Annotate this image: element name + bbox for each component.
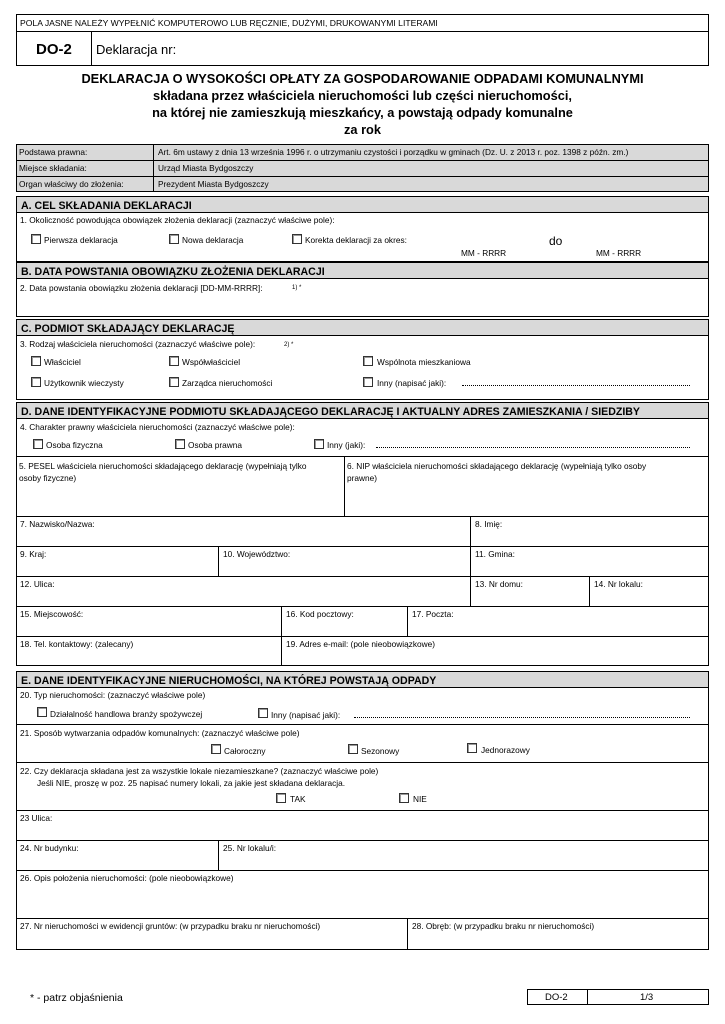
checkbox-perpetual-user[interactable] — [31, 377, 41, 387]
q9-label: 9. Kraj: — [20, 549, 47, 559]
form-title-line-4: za rok — [344, 122, 381, 137]
q18-label: 18. Tel. kontaktowy: (zalecany) — [20, 639, 134, 649]
q28-label: 28. Obręb: (w przypadku braku nr nieruchomości) — [412, 921, 595, 931]
precinct-field[interactable] — [411, 932, 705, 948]
form-title-line-3: na której nie zamieszkują mieszkańcy, a powstają odpady komunalne — [152, 105, 573, 120]
form-code: DO-2 — [36, 41, 72, 58]
section-b-header: B. DATA POWSTANIA OBOWIĄZKU ZŁOŻENIA DEKLARACJI — [16, 262, 709, 279]
label-food-retail: Działalność handlowa branży spożywczej — [50, 709, 203, 719]
footer-code: DO-2 — [545, 992, 568, 1003]
first-name-field[interactable] — [474, 530, 704, 544]
q20-label: 20. Typ nieruchomości: (zaznaczyć właściwe pole) — [20, 690, 206, 700]
property-location-description-field[interactable] — [20, 884, 705, 916]
label-other-legal-form: Inny (jaki): — [327, 440, 366, 450]
q6-label-1: 6. NIP właściciela nieruchomości składającego deklarację (wypełniają tylko osoby — [347, 461, 647, 471]
q12-label: 12. Ulica: — [20, 579, 55, 589]
info-value-place: Urząd Miasta Bydgoszczy — [158, 163, 254, 173]
section-d-header: D. DANE IDENTYFIKACYJNE PODMIOTU SKŁADAJĄCEGO DEKLARACJĘ I AKTUALNY ADRES ZAMIESZKANIA / SIEDZIBY — [16, 402, 709, 419]
q1-label: 1. Okoliczność powodująca obowiązek złożenia deklaracji (zaznaczyć właściwe pole): — [20, 215, 335, 225]
checkbox-co-owner[interactable] — [169, 356, 179, 366]
label-other-property-type: Inny (napisać jaki): — [271, 710, 341, 720]
voivodeship-field[interactable] — [222, 560, 466, 574]
checkbox-legal-person[interactable] — [175, 439, 185, 449]
q26-label: 26. Opis położenia nieruchomości: (pole nieobowiązkowe) — [20, 873, 234, 883]
label-owner: Właściciel — [44, 357, 81, 367]
obligation-date-field[interactable] — [20, 295, 705, 313]
pesel-field[interactable] — [20, 488, 340, 512]
declaration-no-field[interactable] — [180, 36, 700, 62]
label-new-declaration: Nowa deklaracja — [182, 235, 244, 245]
footer-note: * - patrz objaśnienia — [30, 992, 123, 1004]
info-value-basis: Art. 6m ustawy z dnia 13 września 1996 r. o utrzymaniu czystości i porządku w gminach (Dz. U. z 2013 r. poz. 1398 z późn. zm.) — [158, 147, 629, 157]
house-number-field[interactable] — [474, 590, 586, 604]
q25-label: 25. Nr lokalu/i: — [223, 843, 277, 853]
label-perpetual-user: Użytkownik wieczysty — [44, 378, 124, 388]
country-field[interactable] — [20, 560, 214, 574]
checkbox-natural-person[interactable] — [33, 439, 43, 449]
checkbox-one-time[interactable] — [467, 743, 477, 753]
apartment-number-field[interactable] — [593, 590, 705, 604]
property-street-field[interactable] — [20, 824, 705, 838]
label-legal-person: Osoba prawna — [188, 440, 242, 450]
mm-rrrr-to: MM - RRRR — [596, 248, 642, 258]
q8-label: 8. Imię: — [475, 519, 503, 529]
info-value-authority: Prezydent Miasta Bydgoszczy — [158, 179, 269, 189]
label-one-time: Jednorazowy — [481, 745, 530, 755]
checkbox-food-retail[interactable] — [37, 707, 47, 717]
q7-label: 7. Nazwisko/Nazwa: — [20, 519, 95, 529]
mm-rrrr-from: MM - RRRR — [461, 248, 507, 258]
label-first-declaration: Pierwsza deklaracja — [44, 235, 118, 245]
q21-label: 21. Sposób wytwarzania odpadów komunalnych: (zaznaczyć właściwe pole) — [20, 728, 300, 738]
label-seasonal: Sezonowy — [361, 746, 400, 756]
top-note: POLA JASNE NALEŻY WYPEŁNIĆ KOMPUTEROWO LUB RĘCZNIE, DUŻYMI, DRUKOWANYMI LITERAMI — [20, 18, 438, 28]
checkbox-property-manager[interactable] — [169, 377, 179, 387]
locality-field[interactable] — [20, 620, 278, 634]
checkbox-owner[interactable] — [31, 356, 41, 366]
checkbox-correction[interactable] — [292, 234, 302, 244]
checkbox-year-round[interactable] — [211, 744, 221, 754]
q13-label: 13. Nr domu: — [475, 579, 523, 589]
building-number-field[interactable] — [20, 854, 214, 868]
section-a-header: A. CEL SKŁADANIA DEKLARACJI — [16, 196, 709, 213]
other-legal-form-field[interactable] — [376, 447, 690, 448]
section-e-header: E. DANE IDENTYFIKACYJNE NIERUCHOMOŚCI, NA KTÓREJ POWSTAJĄ ODPADY — [16, 671, 709, 688]
label-other-owner-type: Inny (napisać jaki): — [377, 378, 447, 388]
q5-label-1: 5. PESEL właściciela nieruchomości składającego deklarację (wypełniają tylko — [19, 461, 307, 471]
q23-label: 23 Ulica: — [20, 813, 53, 823]
other-owner-type-field[interactable] — [462, 385, 690, 386]
other-property-type-field[interactable] — [354, 717, 690, 718]
q27-label: 27. Nr nieruchomości w ewidencji gruntów: (w przypadku braku nr nieruchomości) — [20, 921, 321, 931]
checkbox-other-legal-form[interactable] — [314, 439, 324, 449]
label-housing-community: Wspólnota mieszkaniowa — [377, 357, 471, 367]
checkbox-other-property-type[interactable] — [258, 708, 268, 718]
form-title-line-1: DEKLARACJA O WYSOKOŚCI OPŁATY ZA GOSPODAROWANIE ODPADAMI KOMUNALNYMI — [81, 71, 644, 86]
q24-label: 24. Nr budynku: — [20, 843, 79, 853]
property-apartment-numbers-field[interactable] — [222, 854, 705, 868]
q3-note: 2) * — [284, 342, 294, 348]
q5-label-2: osoby fizyczne) — [19, 473, 77, 483]
label-correction: Korekta deklaracji za okres: — [305, 235, 407, 245]
form-title-line-2: składana przez właściciela nieruchomości lub części nieruchomości, — [153, 88, 572, 103]
declaration-no-label: Deklaracja nr: — [96, 42, 177, 57]
q3-label: 3. Rodzaj właściciela nieruchomości (zaznaczyć właściwe pole): — [20, 339, 256, 349]
surname-field[interactable] — [20, 530, 466, 544]
correction-to-field[interactable] — [590, 230, 670, 246]
checkbox-housing-community[interactable] — [363, 356, 373, 366]
q6-label-2: prawne) — [347, 473, 377, 483]
phone-field[interactable] — [20, 650, 278, 664]
label-natural-person: Osoba fizyczna — [46, 440, 103, 450]
q10-label: 10. Województwo: — [223, 549, 291, 559]
q14-label: 14. Nr lokalu: — [594, 579, 643, 589]
info-label-place: Miejsce składania: — [19, 163, 87, 173]
q17-label: 17. Poczta: — [412, 609, 454, 619]
q2-label: 2. Data powstania obowiązku złożenia deklaracji [DD-MM-RRRR]: — [20, 283, 263, 293]
checkbox-yes[interactable] — [276, 793, 286, 803]
checkbox-seasonal[interactable] — [348, 744, 358, 754]
checkbox-new-declaration[interactable] — [169, 234, 179, 244]
q11-label: 11. Gmina: — [475, 549, 515, 559]
section-c-header: C. PODMIOT SKŁADAJĄCY DEKLARACJĘ — [16, 319, 709, 336]
street-field[interactable] — [20, 590, 466, 604]
nip-field[interactable] — [348, 488, 704, 512]
q22-label-2: Jeśli NIE, proszę w poz. 25 napisać numery lokali, za jakie jest składana deklaracja. — [37, 778, 346, 788]
info-label-authority: Organ właściwy do złożenia: — [19, 179, 124, 189]
post-office-field[interactable] — [411, 620, 705, 634]
label-property-manager: Zarządca nieruchomości — [182, 378, 273, 388]
checkbox-other-owner-type[interactable] — [363, 377, 373, 387]
footer-page: 1/3 — [640, 992, 654, 1003]
correction-from-field[interactable] — [455, 230, 535, 246]
commune-field[interactable] — [474, 560, 704, 574]
label-yes: TAK — [290, 794, 306, 804]
checkbox-no[interactable] — [399, 793, 409, 803]
q2-note: 1) * — [292, 285, 302, 291]
q22-label-1: 22. Czy deklaracja składana jest za wszystkie lokale niezamieszkane? (zaznaczyć właściwe pole) — [20, 766, 379, 776]
info-label-basis: Podstawa prawna: — [19, 147, 88, 157]
email-field[interactable] — [285, 650, 705, 664]
q15-label: 15. Miejscowość: — [20, 609, 84, 619]
label-year-round: Całoroczny — [224, 746, 266, 756]
label-do: do — [549, 234, 563, 248]
label-no: NIE — [413, 794, 427, 804]
q4-label: 4. Charakter prawny właściciela nieruchomości (zaznaczyć właściwe pole): — [20, 422, 295, 432]
postal-code-field[interactable] — [285, 620, 403, 634]
q16-label: 16. Kod pocztowy: — [286, 609, 354, 619]
checkbox-first-declaration[interactable] — [31, 234, 41, 244]
q19-label: 19. Adres e-mail: (pole nieobowiązkowe) — [286, 639, 435, 649]
label-co-owner: Współwłaściciel — [182, 357, 241, 367]
land-register-number-field[interactable] — [20, 932, 403, 948]
